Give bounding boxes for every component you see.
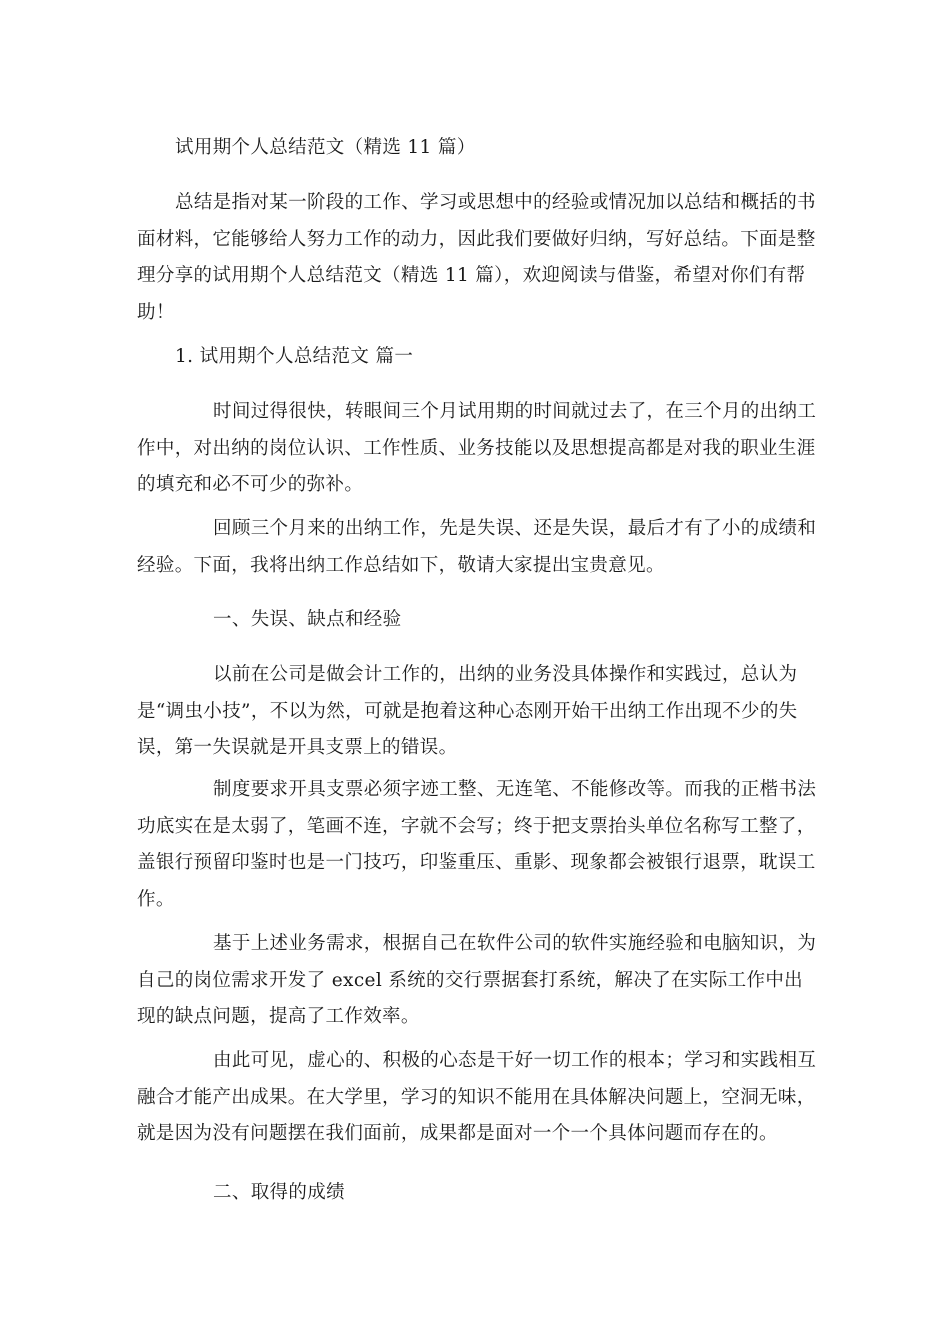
- body-paragraph: 回顾三个月来的出纳工作，先是失误、还是失误，最后才有了小的成绩和经验。下面，我将出纳工作总结如下，敬请大家提出宝贵意见。: [137, 518, 817, 576]
- document-title: 试用期个人总结范文（精选 11 篇）: [175, 137, 476, 158]
- body-paragraph: 时间过得很快，转眼间三个月试用期的时间就过去了，在三个月的出纳工作中，对出纳的岗位认识、工作性质、业务技能以及思想提高都是对我的职业生涯的填充和必不可少的弥补。: [137, 401, 817, 495]
- intro-paragraph: 总结是指对某一阶段的工作、学习或思想中的经验或情况加以总结和概括的书面材料，它能够给人努力工作的动力，因此我们要做好归纳，写好总结。下面是整理分享的试用期个人总结范文（精选 11 篇），欢迎阅读与借鉴，希望对你们有帮助！: [137, 192, 816, 323]
- body-paragraph: 以前在公司是做会计工作的，出纳的业务没具体操作和实践过，总认为是“调虫小技”，不以为然，可就是抱着这种心态刚开始干出纳工作出现不少的失误，第一失误就是开具支票上的错误。: [137, 664, 798, 758]
- body-paragraph: 由此可见，虚心的、积极的心态是干好一切工作的根本；学习和实践相互融合才能产出成果。在大学里，学习的知识不能用在具体解决问题上，空洞无味，就是因为没有问题摆在我们面前，成果都是面对一个一个具体问题而存在的。: [137, 1050, 817, 1144]
- section-heading-achievements: 二、取得的成绩: [213, 1182, 345, 1203]
- body-paragraph: 制度要求开具支票必须字迹工整、无连笔、不能修改等。而我的正楷书法功底实在是太弱了，笔画不连，字就不会写；终于把支票抬头单位名称写工整了，盖银行预留印鉴时也是一门技巧，印鉴重压、重影、现象都会被银行退票，耽误工作。: [137, 779, 817, 910]
- article-heading: 1. 试用期个人总结范文 篇一: [175, 346, 414, 367]
- body-paragraph: 基于上述业务需求，根据自己在软件公司的软件实施经验和电脑知识，为自己的岗位需求开发了 excel 系统的交行票据套打系统，解决了在实际工作中出现的缺点问题，提高了工作效率。: [137, 933, 817, 1027]
- section-heading-mistakes: 一、失误、缺点和经验: [213, 609, 402, 630]
